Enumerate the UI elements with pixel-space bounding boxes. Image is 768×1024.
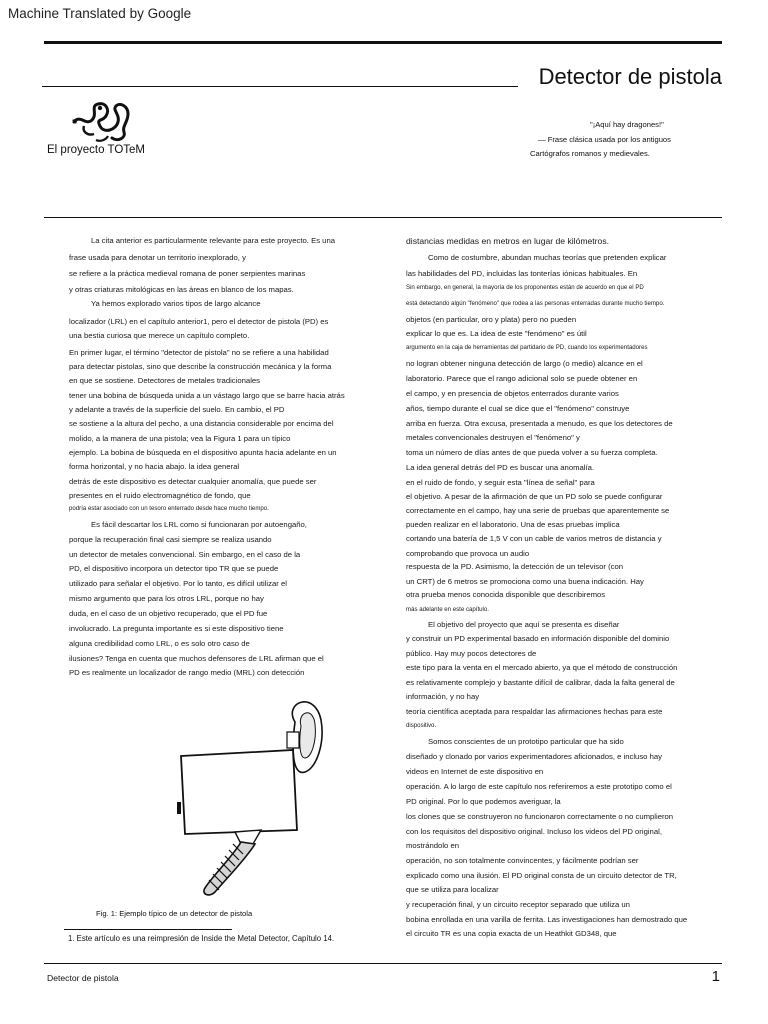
right-column-text-line: información, y no hay <box>406 692 480 701</box>
right-column-text-line: Sin embargo, en general, la mayoría de los proponentes están de acuerdo en que el PD <box>406 284 644 291</box>
epigraph-attribution: — Frase clásica usada por los antiguos <box>538 134 671 144</box>
left-column-text-line: ejemplo. La bobina de búsqueda en el dispositivo apunta hacia adelante en un <box>69 448 337 457</box>
left-column-text-line: En primer lugar, el término "detector de pistola" no se refiere a una habilidad <box>69 348 329 357</box>
left-column-text-line: detrás de este dispositivo es detectar cualquier anomalía, que puede ser <box>69 477 317 486</box>
page-number: 1 <box>711 968 720 985</box>
title-underline <box>42 86 518 87</box>
right-column-text-line: el circuito TR es una copia exacta de un Heathkit GD348, que <box>406 929 617 938</box>
right-column-text-line: explicar lo que es. La idea de este "fenómeno" es útil <box>406 329 587 338</box>
epigraph <box>530 118 710 162</box>
right-column-text-line: toma un número de días antes de que pueda volver a su fuerza completa. <box>406 448 658 457</box>
left-column-text-line: porque la recuperación final casi siempre se realiza usando <box>69 535 272 544</box>
right-column-text-line: pueden realizar en el laboratorio. Una de esas pruebas implica <box>406 520 620 529</box>
title-row <box>42 62 722 92</box>
dragon-logo-icon <box>70 100 132 144</box>
left-column-text-line: tener una bobina de búsqueda unida a un vástago largo que se barre hacia atrás <box>69 391 345 400</box>
right-column-text-line: La idea general detrás del PD es buscar una anomalía. <box>406 463 595 472</box>
left-column-text-line: un detector de metales convencional. Sin embargo, en el caso de la <box>69 550 301 559</box>
left-column-text-line: se refiere a la práctica medieval romana de poner serpientes marinas <box>69 269 306 278</box>
left-column-text-line: se sostiene a la altura del pecho, a una distancia considerable por encima del <box>69 419 334 428</box>
right-column-text-line: los clones que se construyeron no funcionaron correctamente o no cumplieron <box>406 812 674 821</box>
right-column-text-line: bobina enrollada en una varilla de ferrita. Las investigaciones han demostrado que <box>406 915 688 924</box>
left-column-text-line: PD, el dispositivo incorpora un detector tipo TR que se puede <box>69 564 279 573</box>
left-column-text-line: en que se sostiene. Detectores de metales tradicionales <box>69 376 261 385</box>
figure-caption: Fig. 1: Ejemplo típico de un detector de pistola <box>96 909 253 918</box>
right-column-text-line: en el ruido de fondo, y seguir esta "línea de señal" para <box>406 478 595 487</box>
right-column-text-line: y construir un PD experimental basado en información disponible del dominio <box>406 634 670 643</box>
project-name: El proyecto TOTeM <box>47 144 146 156</box>
right-column-text-line: dispositivo. <box>406 722 437 729</box>
left-column <box>69 236 389 686</box>
right-column-text-line: correctamente en el campo, hay una serie de pruebas que aparentemente se <box>406 506 670 515</box>
right-column-text-line: el objetivo. A pesar de la afirmación de que un PD solo se puede configurar <box>406 492 663 501</box>
right-column-text-line: un CRT) de 6 metros se promociona como una buena indicación. Hay <box>406 577 644 586</box>
right-column-text-line: con los requisitos del dispositivo original. Incluso los videos del PD original, <box>406 827 662 836</box>
right-column-text-line: PD original. Por lo que podemos averiguar, la <box>406 797 561 806</box>
right-column-text-line: operación. A lo largo de este capítulo nos referiremos a este prototipo como el <box>406 782 672 791</box>
right-column <box>406 236 726 941</box>
left-column-text-line: PD es realmente un localizador de rango medio (MRL) con detección <box>69 668 305 677</box>
right-column-text-line: Somos conscientes de un prototipo particular que ha sido <box>428 737 624 746</box>
right-column-text-line: diseñado y clonado por varios experimentadores aficionados, e incluso hay <box>406 752 662 761</box>
left-column-text-line: duda, en el caso de un objetivo recuperado, que el PD fue <box>69 609 268 618</box>
right-column-text-line: El objetivo del proyecto que aquí se presenta es diseñar <box>428 620 620 629</box>
right-column-text-line: comprobando que provoca un audio <box>406 549 530 558</box>
footer-rule <box>44 963 722 964</box>
left-column-text-line: forma horizontal, y no hacia abajo. la idea general <box>69 462 240 471</box>
right-column-text-line: es relativamente complejo y bastante difícil de calibrar, dada la falta general de <box>406 678 675 687</box>
right-column-text-line: cortando una batería de 1,5 V con un cable de varios metros de distancia y <box>406 534 662 543</box>
left-column-text-line: Es fácil descartar los LRL como si funcionaran por autoengaño, <box>91 520 307 529</box>
right-column-text-line: objetos (en particular, oro y plata) pero no pueden <box>406 315 577 324</box>
left-column-text-line: y otras criaturas mitológicas en las áreas en blanco de los mapas. <box>69 285 294 294</box>
right-column-text-line: argumento en la caja de herramientas del partidario de PD, cuando los experimentadores <box>406 344 648 351</box>
right-column-text-line: operación, no son totalmente convincentes, y fácilmente podrían ser <box>406 856 639 865</box>
left-column-text-line: frase usada para denotar un territorio inexplorado, y <box>69 253 246 262</box>
left-column-text-line: para detectar pistolas, sino que describe la construcción mecánica y la forma <box>69 362 332 371</box>
right-column-text-line: Como de costumbre, abundan muchas teorías que pretenden explicar <box>428 253 667 262</box>
left-column-text-line: alguna credibilidad como LRL, o es solo otro caso de <box>69 639 250 648</box>
left-column-text-line: involucrado. La pregunta importante es si este dispositivo tiene <box>69 624 284 633</box>
right-column-text-line: no logran obtener ninguna detección de largo (o medio) alcance en el <box>406 359 643 368</box>
left-column-text-line: utilizado para señalar el objetivo. Por lo tanto, es difícil utilizar el <box>69 579 287 588</box>
header-divider <box>44 217 722 218</box>
left-column-text-line: Ya hemos explorado varios tipos de largo alcance <box>91 299 261 308</box>
right-column-text-line: mostrándolo en <box>406 841 459 850</box>
left-column-text-line: presentes en el ruido electromagnético de fondo, que <box>69 491 251 500</box>
right-column-text-line: otra prueba menos conocida disponible que describiremos <box>406 590 606 599</box>
right-column-text-line: más adelante en este capítulo. <box>406 606 489 613</box>
right-column-text-line: respuesta de la PD. Asimismo, la detección de un televisor (con <box>406 562 624 571</box>
right-column-text-line: teoría científica aceptada para respaldar las afirmaciones hechas para este <box>406 707 663 716</box>
right-column-text-line: y recuperación final, y un circuito receptor separado que utiliza un <box>406 900 630 909</box>
translation-banner: Machine Translated by Google <box>8 6 192 21</box>
right-column-text-line: videos en Internet de este dispositivo en <box>406 767 544 776</box>
top-rule <box>44 41 722 44</box>
footnote-rule <box>64 929 232 930</box>
right-column-text-line: explicado como una ilusión. El PD original consta de un circuito detector de TR, <box>406 871 677 880</box>
right-column-text-line: público. Hay muy pocos detectores de <box>406 649 537 658</box>
left-column-text-line: una bestia curiosa que merece un capítulo completo. <box>69 331 250 340</box>
left-column-text-line: molido, a la manera de una pistola; vea la Figura 1 para un típico <box>69 434 291 443</box>
left-column-text-line: y adelante a través de la superficie del suelo. En cambio, el PD <box>69 405 285 414</box>
pistol-detector-figure <box>175 692 335 898</box>
right-column-text-line: distancias medidas en metros en lugar de kilómetros. <box>406 236 610 246</box>
right-column-text-line: laboratorio. Parece que el rango adicional solo se puede obtener en <box>406 374 638 383</box>
right-column-text-line: las habilidades del PD, incluidas las tonterías iónicas habituales. En <box>406 269 638 278</box>
right-column-text-line: arriba en fuerza. Otra excusa, presentada a menudo, es que los detectores de <box>406 419 673 428</box>
epigraph-quote: "¡Aquí hay dragones!" <box>590 120 664 129</box>
left-column-text-line: mismo argumento que para los otros LRL, porque no hay <box>69 594 264 603</box>
right-column-text-line: que se utiliza para localizar <box>406 885 499 894</box>
right-column-text-line: está detectando algún "fenómeno" que rodea a las personas enterradas durante mucho tiempo. <box>406 300 665 307</box>
left-column-text-line: localizador (LRL) en el capítulo anterior1, pero el detector de pistola (PD) es <box>69 317 329 326</box>
right-column-text-line: el campo, y en presencia de objetos enterrados durante varios <box>406 389 619 398</box>
footnote: 1. Este artículo es una reimpresión de Inside the Metal Detector, Capítulo 14. <box>68 934 335 943</box>
right-column-text-line: años, tiempo durante el cual se dice que el "fenómeno" construye <box>406 404 630 413</box>
right-column-text-line: metales convencionales destruyen el "fenómeno" y <box>406 433 580 442</box>
footer-title: Detector de pistola <box>47 973 119 983</box>
epigraph-attribution-cont: Cartógrafos romanos y medievales. <box>530 149 650 158</box>
right-column-text-line: este tipo para la venta en el mercado abierto, ya que el método de construcción <box>406 663 678 672</box>
page-title: Detector de pistola <box>538 64 722 89</box>
left-column-text-line: ilusiones? Tenga en cuenta que muchos defensores de LRL afirman que el <box>69 654 324 663</box>
left-column-text-line: La cita anterior es particularmente relevante para este proyecto. Es una <box>91 236 335 245</box>
left-column-text-line: podría estar asociado con un tesoro enterrado desde hace mucho tiempo. <box>69 505 269 512</box>
